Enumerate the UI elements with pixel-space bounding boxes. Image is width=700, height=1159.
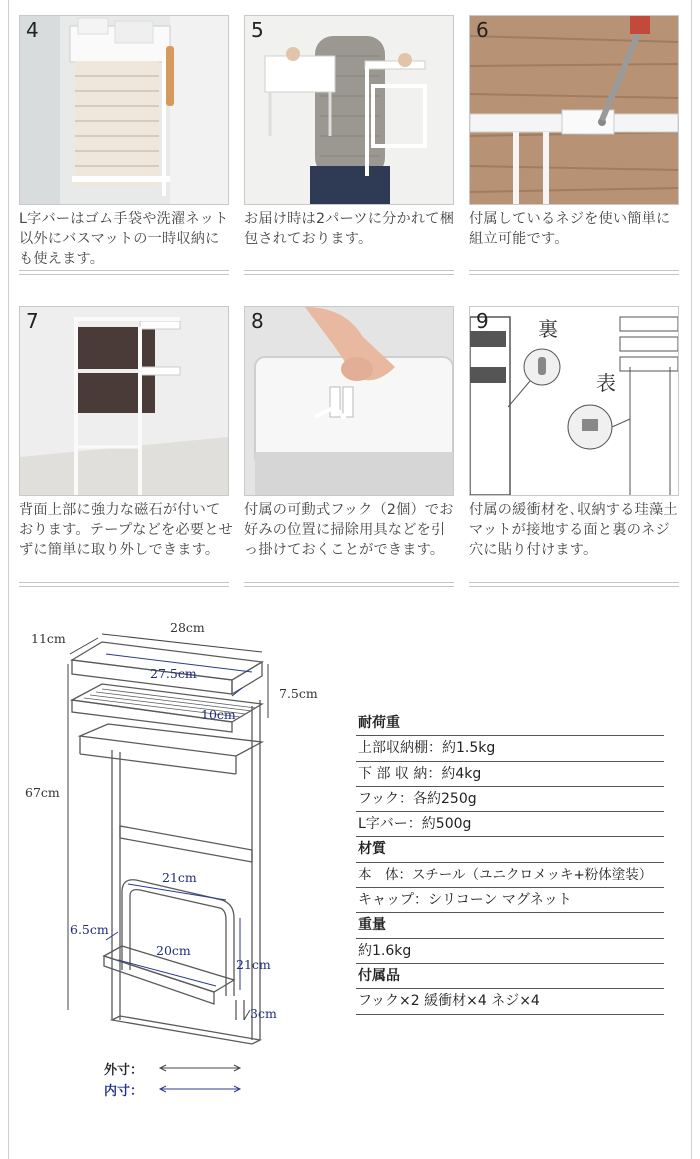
front-label: 表 — [596, 371, 616, 395]
spec-heading: 材質 — [356, 837, 664, 862]
step-9-photo — [469, 306, 679, 496]
divider — [469, 270, 679, 271]
divider — [469, 586, 679, 587]
right-frame-line — [691, 0, 692, 1159]
spec-row: 上部収納棚：約1.5kg — [356, 736, 664, 761]
step-6-caption: 付属しているネジを使い簡単に組立可能です。 — [469, 211, 671, 247]
divider — [244, 274, 454, 275]
dim-shelf-inner-depth: 10cm — [201, 707, 236, 722]
spec-heading: 重量 — [356, 913, 664, 938]
spec-row: フック×2 緩衝材×4 ネジ×4 — [356, 989, 664, 1014]
divider — [244, 582, 454, 583]
spec-row: L字バー：約500g — [356, 812, 664, 837]
legend-outer-label: 外寸： — [104, 1063, 144, 1078]
divider — [244, 586, 454, 587]
divider — [19, 582, 229, 583]
step-number: 7 — [26, 309, 39, 333]
spec-row: フック：各約250g — [356, 787, 664, 812]
dim-lower-inner-width: 21cm — [162, 870, 197, 885]
dim-shelf-height: 7.5cm — [279, 686, 318, 701]
step-number: 8 — [251, 309, 264, 333]
spec-row: 下 部 収 納：約4kg — [356, 762, 664, 787]
step-7-photo — [19, 306, 229, 496]
step-4-photo — [19, 15, 229, 205]
dim-width-outer: 28cm — [170, 620, 205, 635]
back-label: 裏 — [538, 317, 558, 341]
step-9-caption: 付属の緩衝材を､収納する珪藻土マットが接地する面と裏のネジ穴に貼り付けます。 — [469, 502, 678, 558]
divider — [19, 586, 229, 587]
dim-lower-bottom-width: 20cm — [156, 943, 191, 958]
spec-row: 約1.6kg — [356, 939, 664, 964]
dim-lower-depth: 6.5cm — [70, 922, 109, 937]
step-number: 5 — [251, 18, 264, 42]
divider — [19, 270, 229, 271]
step-number: 6 — [476, 18, 489, 42]
spec-table — [356, 711, 664, 1015]
dim-lower-height: 21cm — [236, 957, 271, 972]
step-4-caption: L字バーはゴム手袋や洗濯ネット以外にバスマットの一時収納にも使えます。 — [19, 211, 229, 267]
step-5-caption: お届け時は2パーツに分かれて梱包されております。 — [244, 211, 455, 247]
spec-heading: 耐荷重 — [356, 711, 664, 736]
legend-arrows — [158, 1060, 244, 1094]
step-5-photo — [244, 15, 454, 205]
step-8-photo — [244, 306, 454, 496]
step-8-caption: 付属の可動式フック（2個）でお好みの位置に掃除用具などを引っ掛けておくことができます。 — [244, 502, 454, 558]
spec-row: 本 体：スチール（ユニクロメッキ+粉体塗装） — [356, 863, 664, 888]
step-number: 9 — [476, 309, 489, 333]
divider — [244, 270, 454, 271]
step-number: 4 — [26, 18, 39, 42]
dim-shelf-inner-width: 27.5cm — [150, 666, 197, 681]
step-6-photo — [469, 15, 679, 205]
dim-height-outer: 67cm — [25, 785, 60, 800]
dim-lbar: 3cm — [250, 1006, 277, 1021]
spec-row: キャップ：シリコーン マグネット — [356, 888, 664, 913]
legend-inner-label: 内寸： — [104, 1084, 144, 1099]
divider — [469, 274, 679, 275]
step-7-caption: 背面上部に強力な磁石が付いております。テープなどを必要とせずに簡単に取り外しできます。 — [19, 502, 233, 558]
dim-depth-outer: 11cm — [31, 631, 66, 646]
spec-heading: 付属品 — [356, 964, 664, 989]
divider — [19, 274, 229, 275]
divider — [469, 582, 679, 583]
